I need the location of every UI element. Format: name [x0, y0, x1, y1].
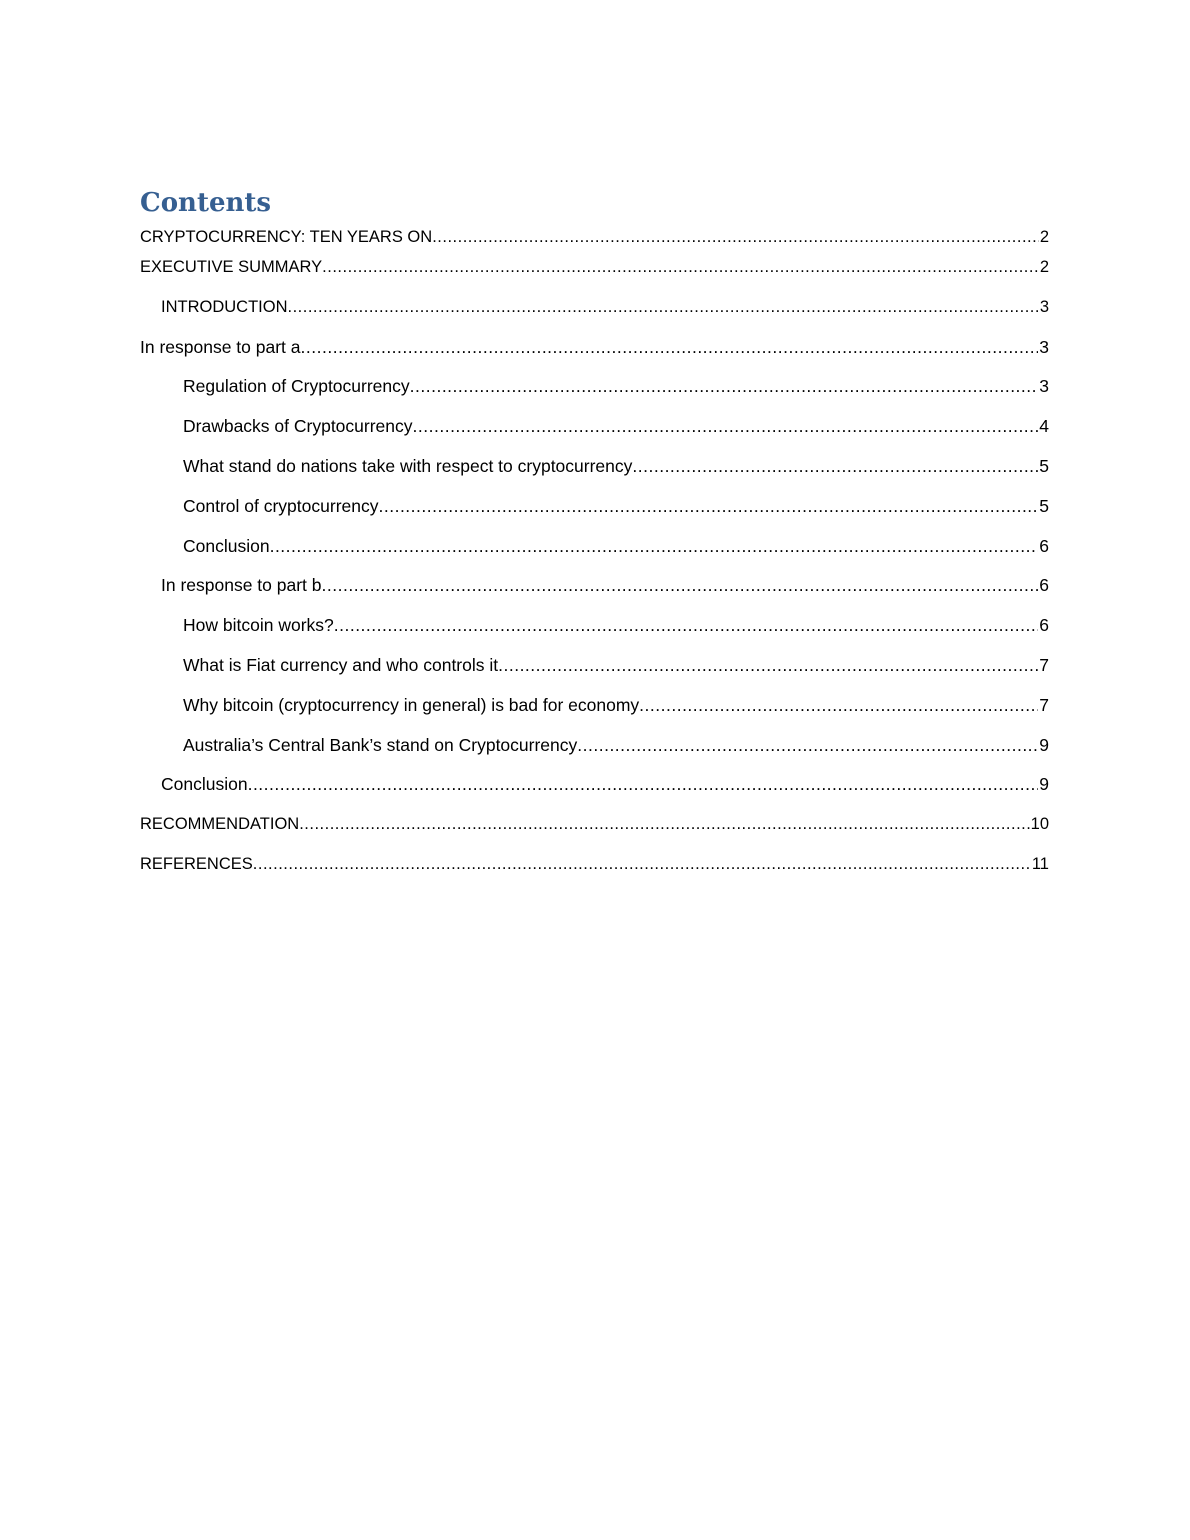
toc-entry-page-number: 5: [1039, 495, 1049, 516]
toc-entry-conclusion-part-b[interactable]: [140, 769, 1049, 809]
toc-entry-page-number: 4: [1039, 416, 1049, 437]
toc-entry-recommendation[interactable]: [140, 809, 1049, 849]
toc-entry-title: CRYPTOCURRENCY: TEN YEARS ON: [140, 228, 433, 246]
toc-entry-title: What is Fiat currency and who controls it: [183, 654, 499, 675]
toc-entry-control-of-cryptocurrency[interactable]: [140, 491, 1049, 531]
toc-entry-drawbacks-of-cryptocurrency[interactable]: [140, 411, 1049, 451]
toc-entry-title: In response to part b: [161, 575, 322, 596]
toc-entry-title: INTRODUCTION: [161, 297, 288, 316]
toc-entry-title: Conclusion: [161, 774, 248, 795]
dot-leader: [322, 570, 1039, 600]
toc-entry-title: In response to part a: [140, 336, 301, 357]
toc-entry-bitcoin-bad-for-economy[interactable]: [140, 690, 1049, 730]
toc-entry-page-number: 9: [1039, 774, 1049, 795]
toc-entry-title: Australia’s Central Bank’s stand on Cryptocurrency: [183, 734, 578, 755]
toc-entry-title: REFERENCES: [140, 854, 253, 873]
toc-entry-title: Control of cryptocurrency: [183, 495, 379, 516]
dot-leader: [248, 769, 1039, 799]
toc-entry-nations-stand[interactable]: [140, 451, 1049, 491]
toc-entry-page-number: 6: [1039, 575, 1049, 596]
toc-entry-page-number: 2: [1039, 258, 1049, 276]
toc-entry-in-response-to-part-b[interactable]: [140, 570, 1049, 610]
dot-leader: [299, 809, 1029, 839]
toc-entry-title: What stand do nations take with respect to cryptocurrency: [183, 455, 633, 476]
toc-entry-conclusion-part-a[interactable]: [140, 531, 1049, 571]
dot-leader: [379, 491, 1039, 521]
toc-entry-page-number: 3: [1039, 376, 1049, 397]
toc-entry-page-number: 9: [1039, 734, 1049, 755]
toc-heading: Contents: [140, 188, 272, 218]
dot-leader: [410, 371, 1039, 401]
toc-entry-australia-central-bank[interactable]: [140, 730, 1049, 770]
dot-leader: [334, 610, 1039, 640]
dot-leader: [253, 849, 1031, 879]
dot-leader: [322, 252, 1039, 282]
toc-entry-page-number: 7: [1039, 694, 1049, 715]
toc-entry-title: Drawbacks of Cryptocurrency: [183, 416, 413, 437]
toc-entry-page-number: 5: [1039, 455, 1049, 476]
toc-entry-title: Why bitcoin (cryptocurrency in general) is bad for economy: [183, 694, 640, 715]
dot-leader: [432, 222, 1039, 252]
toc-entry-page-number: 7: [1039, 654, 1049, 675]
toc-entry-page-number: 6: [1039, 535, 1049, 556]
dot-leader: [639, 690, 1038, 720]
toc-entry-executive-summary[interactable]: [140, 252, 1049, 292]
toc-entry-title: RECOMMENDATION: [140, 815, 300, 834]
toc-list: [140, 222, 1049, 889]
dot-leader: [632, 451, 1038, 481]
toc-entry-page-number: 3: [1039, 336, 1049, 357]
toc-entry-in-response-to-part-a[interactable]: [140, 332, 1049, 372]
toc-entry-page-number: 11: [1031, 854, 1049, 873]
toc-entry-references[interactable]: [140, 849, 1049, 889]
table-of-contents: [140, 184, 1049, 889]
toc-entry-title: How bitcoin works?: [183, 615, 334, 636]
toc-entry-regulation-of-cryptocurrency[interactable]: [140, 371, 1049, 411]
toc-entry-title: Conclusion: [183, 535, 270, 556]
toc-entry-title: Regulation of Cryptocurrency: [183, 376, 410, 397]
dot-leader: [270, 531, 1039, 561]
dot-leader: [498, 650, 1038, 680]
toc-entry-how-bitcoin-works[interactable]: [140, 610, 1049, 650]
toc-entry-page-number: 3: [1039, 297, 1049, 316]
toc-entry-page-number: 6: [1039, 615, 1049, 636]
toc-entry-cryptocurrency-ten-years-on[interactable]: [140, 222, 1049, 252]
toc-entry-page-number: 10: [1030, 815, 1049, 834]
toc-entry-fiat-currency[interactable]: [140, 650, 1049, 690]
dot-leader: [577, 730, 1038, 760]
toc-entry-page-number: 2: [1039, 228, 1049, 246]
toc-entry-title: EXECUTIVE SUMMARY: [140, 258, 323, 276]
toc-entry-introduction[interactable]: [140, 292, 1049, 332]
dot-leader: [301, 332, 1039, 362]
dot-leader: [288, 292, 1039, 322]
dot-leader: [413, 411, 1039, 441]
